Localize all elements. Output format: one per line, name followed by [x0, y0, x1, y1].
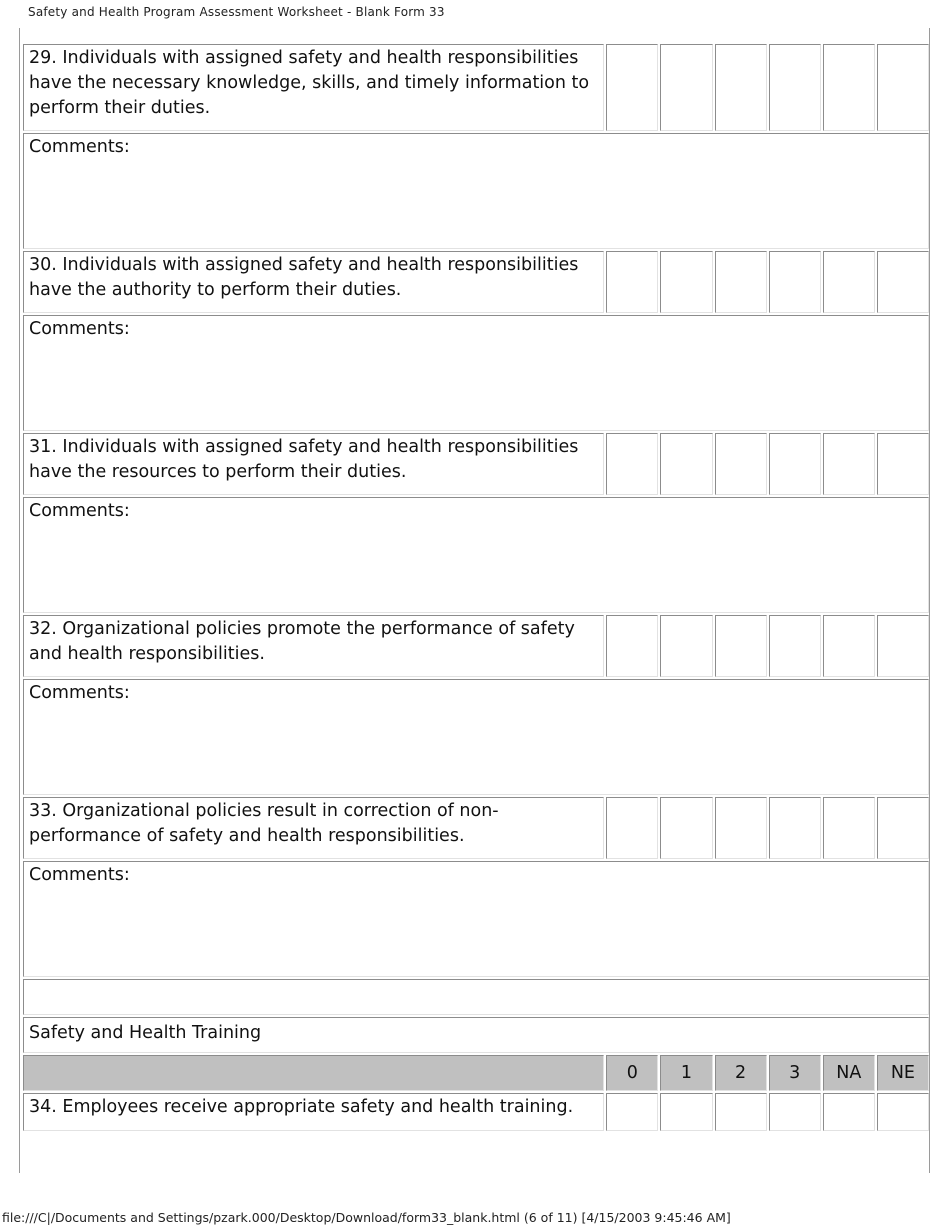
score-cell-ne[interactable]	[877, 251, 929, 313]
score-cell-2[interactable]	[715, 1093, 767, 1131]
question-row-30	[23, 251, 929, 313]
question-text: 32. Organizational policies promote the performance of safety and health responsibilities.	[23, 615, 604, 677]
score-cell-2[interactable]	[715, 251, 767, 313]
score-cell-na[interactable]	[823, 615, 875, 677]
scale-label-1: 1	[660, 1055, 712, 1091]
score-cell-1[interactable]	[660, 44, 712, 131]
score-cell-2[interactable]	[715, 797, 767, 859]
comments-row-30	[23, 315, 929, 431]
score-cell-ne[interactable]	[877, 615, 929, 677]
score-cell-1[interactable]	[660, 251, 712, 313]
comments-label: Comments:	[29, 683, 130, 703]
scale-header-blank	[23, 1055, 604, 1091]
question-row-31	[23, 433, 929, 495]
score-cell-na[interactable]	[823, 1093, 875, 1131]
spacer-cell	[23, 979, 929, 1015]
question-row-32	[23, 615, 929, 677]
section-row	[23, 1017, 929, 1053]
score-cell-0[interactable]	[606, 1093, 658, 1131]
score-cell-ne[interactable]	[877, 797, 929, 859]
comments-field[interactable]	[23, 133, 929, 249]
score-cell-2[interactable]	[715, 615, 767, 677]
score-cell-0[interactable]	[606, 797, 658, 859]
question-row-29	[23, 44, 929, 131]
score-cell-3[interactable]	[769, 433, 821, 495]
comments-row-29	[23, 133, 929, 249]
question-text: 30. Individuals with assigned safety and health responsibilities have the authority to perform their duties.	[23, 251, 604, 313]
comments-row-32	[23, 679, 929, 795]
score-cell-na[interactable]	[823, 433, 875, 495]
score-cell-1[interactable]	[660, 433, 712, 495]
score-cell-3[interactable]	[769, 615, 821, 677]
score-cell-ne[interactable]	[877, 433, 929, 495]
spacer-row	[23, 979, 929, 1015]
section-title: Safety and Health Training	[23, 1017, 929, 1053]
comments-field[interactable]	[23, 679, 929, 795]
score-cell-1[interactable]	[660, 615, 712, 677]
comments-row-31	[23, 497, 929, 613]
question-text: 33. Organizational policies result in correction of non-performance of safety and health responsibilities.	[23, 797, 604, 859]
comments-label: Comments:	[29, 501, 130, 521]
question-row-33	[23, 797, 929, 859]
score-cell-2[interactable]	[715, 433, 767, 495]
question-text: 31. Individuals with assigned safety and health responsibilities have the resources to perform their duties.	[23, 433, 604, 495]
question-text: 34. Employees receive appropriate safety and health training.	[23, 1093, 604, 1131]
scale-label-na: NA	[823, 1055, 875, 1091]
score-cell-3[interactable]	[769, 251, 821, 313]
scale-label-0: 0	[606, 1055, 658, 1091]
comments-row-33	[23, 861, 929, 977]
comments-label: Comments:	[29, 865, 130, 885]
scale-header-row	[23, 1055, 929, 1091]
comments-field[interactable]	[23, 497, 929, 613]
score-cell-ne[interactable]	[877, 1093, 929, 1131]
scale-label-3: 3	[769, 1055, 821, 1091]
scale-label-ne: NE	[877, 1055, 929, 1091]
score-cell-0[interactable]	[606, 433, 658, 495]
score-cell-ne[interactable]	[877, 44, 929, 131]
document-footer: file:///C|/Documents and Settings/pzark.000/Desktop/Download/form33_blank.html (6 of 11) [4/15/2003 9:45:46 AM]	[2, 1210, 731, 1225]
score-cell-na[interactable]	[823, 44, 875, 131]
scale-label-2: 2	[715, 1055, 767, 1091]
score-cell-0[interactable]	[606, 615, 658, 677]
score-cell-3[interactable]	[769, 1093, 821, 1131]
score-cell-1[interactable]	[660, 797, 712, 859]
score-cell-0[interactable]	[606, 44, 658, 131]
score-cell-2[interactable]	[715, 44, 767, 131]
score-cell-na[interactable]	[823, 797, 875, 859]
assessment-table	[21, 42, 931, 1133]
comments-label: Comments:	[29, 137, 130, 157]
question-row-34	[23, 1093, 929, 1131]
score-cell-1[interactable]	[660, 1093, 712, 1131]
question-text: 29. Individuals with assigned safety and health responsibilities have the necessary knowledge, skills, and timely information to perform their duties.	[23, 44, 604, 131]
score-cell-3[interactable]	[769, 44, 821, 131]
document-header: Safety and Health Program Assessment Worksheet - Blank Form 33	[28, 5, 445, 19]
score-cell-3[interactable]	[769, 797, 821, 859]
comments-field[interactable]	[23, 861, 929, 977]
score-cell-0[interactable]	[606, 251, 658, 313]
comments-label: Comments:	[29, 319, 130, 339]
score-cell-na[interactable]	[823, 251, 875, 313]
comments-field[interactable]	[23, 315, 929, 431]
